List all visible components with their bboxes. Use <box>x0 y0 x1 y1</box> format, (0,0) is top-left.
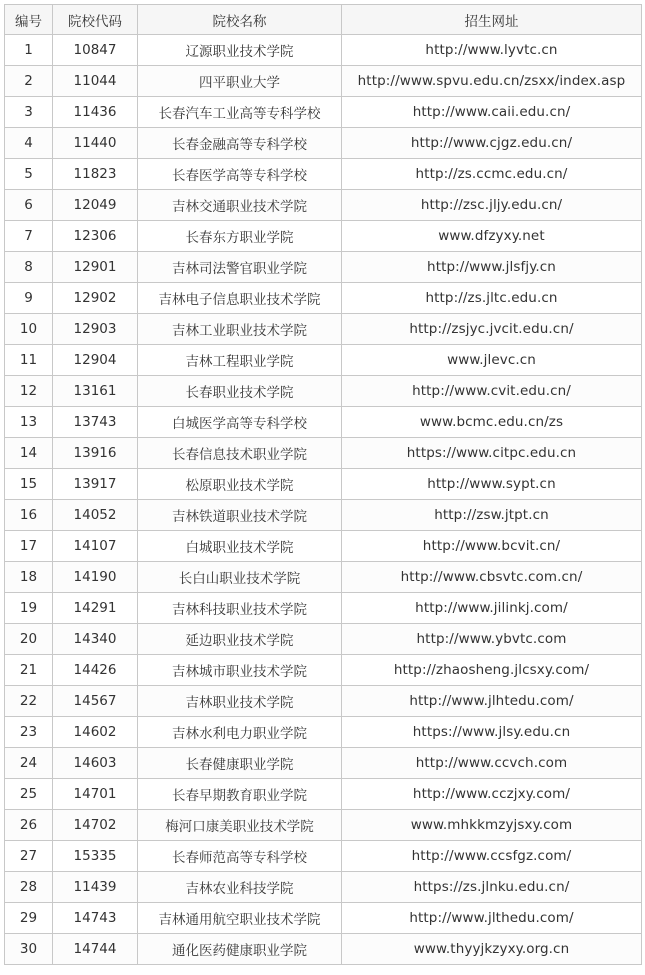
cell-url: http://zsc.jljy.edu.cn/ <box>342 190 642 221</box>
cell-name: 延边职业技术学院 <box>138 624 342 655</box>
college-table <box>4 4 642 965</box>
cell-number: 2 <box>5 66 53 97</box>
cell-name: 辽源职业技术学院 <box>138 35 342 66</box>
cell-code: 14426 <box>53 655 138 686</box>
cell-code: 14291 <box>53 593 138 624</box>
table-row <box>5 314 642 345</box>
cell-url: http://www.bcvit.cn/ <box>342 531 642 562</box>
cell-name: 长春职业技术学院 <box>138 376 342 407</box>
cell-name: 长春健康职业学院 <box>138 748 342 779</box>
cell-code: 14107 <box>53 531 138 562</box>
cell-url: http://www.spvu.edu.cn/zsxx/index.asp <box>342 66 642 97</box>
cell-url: www.jlevc.cn <box>342 345 642 376</box>
cell-name: 白城医学高等专科学校 <box>138 407 342 438</box>
cell-number: 30 <box>5 934 53 965</box>
cell-number: 27 <box>5 841 53 872</box>
cell-name: 松原职业技术学院 <box>138 469 342 500</box>
cell-number: 25 <box>5 779 53 810</box>
cell-code: 12901 <box>53 252 138 283</box>
cell-code: 14701 <box>53 779 138 810</box>
header-name: 院校名称 <box>138 5 342 35</box>
cell-code: 14603 <box>53 748 138 779</box>
cell-number: 29 <box>5 903 53 934</box>
cell-code: 15335 <box>53 841 138 872</box>
cell-number: 18 <box>5 562 53 593</box>
cell-code: 11044 <box>53 66 138 97</box>
cell-url: http://www.jlthedu.com/ <box>342 903 642 934</box>
cell-url: http://www.lyvtc.cn <box>342 35 642 66</box>
table-row <box>5 159 642 190</box>
cell-number: 9 <box>5 283 53 314</box>
cell-code: 14702 <box>53 810 138 841</box>
table-row <box>5 221 642 252</box>
cell-name: 长春金融高等专科学校 <box>138 128 342 159</box>
cell-number: 15 <box>5 469 53 500</box>
table-row <box>5 128 642 159</box>
header-code: 院校代码 <box>53 5 138 35</box>
cell-url: www.thyyjkzyxy.org.cn <box>342 934 642 965</box>
cell-name: 吉林科技职业技术学院 <box>138 593 342 624</box>
header-number: 编号 <box>5 5 53 35</box>
cell-number: 13 <box>5 407 53 438</box>
cell-name: 吉林通用航空职业技术学院 <box>138 903 342 934</box>
cell-number: 24 <box>5 748 53 779</box>
table-row <box>5 717 642 748</box>
cell-name: 吉林职业技术学院 <box>138 686 342 717</box>
cell-name: 吉林城市职业技术学院 <box>138 655 342 686</box>
cell-code: 12306 <box>53 221 138 252</box>
table-header-row <box>5 5 642 35</box>
cell-name: 长春早期教育职业学院 <box>138 779 342 810</box>
cell-code: 12902 <box>53 283 138 314</box>
cell-url: www.mhkkmzyjsxy.com <box>342 810 642 841</box>
cell-name: 长白山职业技术学院 <box>138 562 342 593</box>
cell-code: 14567 <box>53 686 138 717</box>
table-row <box>5 376 642 407</box>
cell-number: 6 <box>5 190 53 221</box>
cell-url: http://www.cvit.edu.cn/ <box>342 376 642 407</box>
cell-code: 10847 <box>53 35 138 66</box>
cell-number: 16 <box>5 500 53 531</box>
cell-name: 长春医学高等专科学校 <box>138 159 342 190</box>
cell-number: 3 <box>5 97 53 128</box>
cell-url: https://www.citpc.edu.cn <box>342 438 642 469</box>
cell-code: 13916 <box>53 438 138 469</box>
table-row <box>5 872 642 903</box>
cell-name: 吉林交通职业技术学院 <box>138 190 342 221</box>
cell-number: 17 <box>5 531 53 562</box>
cell-code: 14602 <box>53 717 138 748</box>
cell-url: http://www.jlhtedu.com/ <box>342 686 642 717</box>
cell-number: 10 <box>5 314 53 345</box>
cell-code: 14340 <box>53 624 138 655</box>
cell-url: https://zs.jlnku.edu.cn/ <box>342 872 642 903</box>
cell-code: 14743 <box>53 903 138 934</box>
table-row <box>5 469 642 500</box>
table-row <box>5 841 642 872</box>
cell-name: 长春汽车工业高等专科学校 <box>138 97 342 128</box>
table-row <box>5 97 642 128</box>
table-row <box>5 593 642 624</box>
table-row <box>5 500 642 531</box>
cell-code: 11439 <box>53 872 138 903</box>
cell-url: http://www.cbsvtc.com.cn/ <box>342 562 642 593</box>
cell-code: 13161 <box>53 376 138 407</box>
table-row <box>5 345 642 376</box>
table-row <box>5 283 642 314</box>
cell-url: www.dfzyxy.net <box>342 221 642 252</box>
cell-url: http://www.ccvch.com <box>342 748 642 779</box>
table-row <box>5 438 642 469</box>
header-url: 招生网址 <box>342 5 642 35</box>
cell-number: 20 <box>5 624 53 655</box>
table-body <box>5 35 642 965</box>
cell-url: http://zs.ccmc.edu.cn/ <box>342 159 642 190</box>
cell-number: 23 <box>5 717 53 748</box>
cell-name: 长春师范高等专科学校 <box>138 841 342 872</box>
table-row <box>5 190 642 221</box>
cell-code: 11823 <box>53 159 138 190</box>
cell-number: 14 <box>5 438 53 469</box>
cell-url: http://zsw.jtpt.cn <box>342 500 642 531</box>
cell-number: 26 <box>5 810 53 841</box>
cell-name: 吉林铁道职业技术学院 <box>138 500 342 531</box>
cell-url: http://www.ccsfgz.com/ <box>342 841 642 872</box>
cell-name: 长春信息技术职业学院 <box>138 438 342 469</box>
cell-name: 梅河口康美职业技术学院 <box>138 810 342 841</box>
cell-name: 吉林司法警官职业学院 <box>138 252 342 283</box>
cell-name: 吉林农业科技学院 <box>138 872 342 903</box>
cell-url: http://www.cjgz.edu.cn/ <box>342 128 642 159</box>
cell-url: http://zs.jltc.edu.cn <box>342 283 642 314</box>
cell-number: 1 <box>5 35 53 66</box>
cell-number: 19 <box>5 593 53 624</box>
cell-name: 四平职业大学 <box>138 66 342 97</box>
cell-number: 28 <box>5 872 53 903</box>
table-row <box>5 407 642 438</box>
cell-number: 5 <box>5 159 53 190</box>
cell-number: 4 <box>5 128 53 159</box>
cell-url: http://www.caii.edu.cn/ <box>342 97 642 128</box>
cell-url: http://www.ybvtc.com <box>342 624 642 655</box>
cell-code: 13743 <box>53 407 138 438</box>
cell-url: http://zhaosheng.jlcsxy.com/ <box>342 655 642 686</box>
table-row <box>5 624 642 655</box>
cell-number: 21 <box>5 655 53 686</box>
cell-number: 22 <box>5 686 53 717</box>
cell-number: 7 <box>5 221 53 252</box>
cell-code: 14052 <box>53 500 138 531</box>
cell-name: 通化医药健康职业学院 <box>138 934 342 965</box>
cell-code: 14744 <box>53 934 138 965</box>
cell-code: 11436 <box>53 97 138 128</box>
table-row <box>5 686 642 717</box>
cell-code: 12049 <box>53 190 138 221</box>
table-row <box>5 35 642 66</box>
cell-url: http://www.cczjxy.com/ <box>342 779 642 810</box>
cell-name: 吉林工业职业技术学院 <box>138 314 342 345</box>
table-row <box>5 810 642 841</box>
table-row <box>5 748 642 779</box>
cell-name: 吉林工程职业学院 <box>138 345 342 376</box>
cell-code: 12904 <box>53 345 138 376</box>
cell-url: www.bcmc.edu.cn/zs <box>342 407 642 438</box>
cell-number: 11 <box>5 345 53 376</box>
table-row <box>5 934 642 965</box>
cell-url: http://www.jlsfjy.cn <box>342 252 642 283</box>
cell-url: http://zsjyc.jvcit.edu.cn/ <box>342 314 642 345</box>
table-row <box>5 531 642 562</box>
cell-url: https://www.jlsy.edu.cn <box>342 717 642 748</box>
college-table-container <box>4 4 642 965</box>
cell-url: http://www.sypt.cn <box>342 469 642 500</box>
cell-name: 长春东方职业学院 <box>138 221 342 252</box>
table-row <box>5 779 642 810</box>
table-row <box>5 903 642 934</box>
cell-url: http://www.jilinkj.com/ <box>342 593 642 624</box>
table-row <box>5 655 642 686</box>
cell-code: 13917 <box>53 469 138 500</box>
cell-name: 白城职业技术学院 <box>138 531 342 562</box>
table-row <box>5 252 642 283</box>
cell-number: 12 <box>5 376 53 407</box>
cell-name: 吉林水利电力职业学院 <box>138 717 342 748</box>
cell-code: 12903 <box>53 314 138 345</box>
cell-code: 11440 <box>53 128 138 159</box>
table-row <box>5 66 642 97</box>
cell-code: 14190 <box>53 562 138 593</box>
cell-name: 吉林电子信息职业技术学院 <box>138 283 342 314</box>
table-row <box>5 562 642 593</box>
cell-number: 8 <box>5 252 53 283</box>
